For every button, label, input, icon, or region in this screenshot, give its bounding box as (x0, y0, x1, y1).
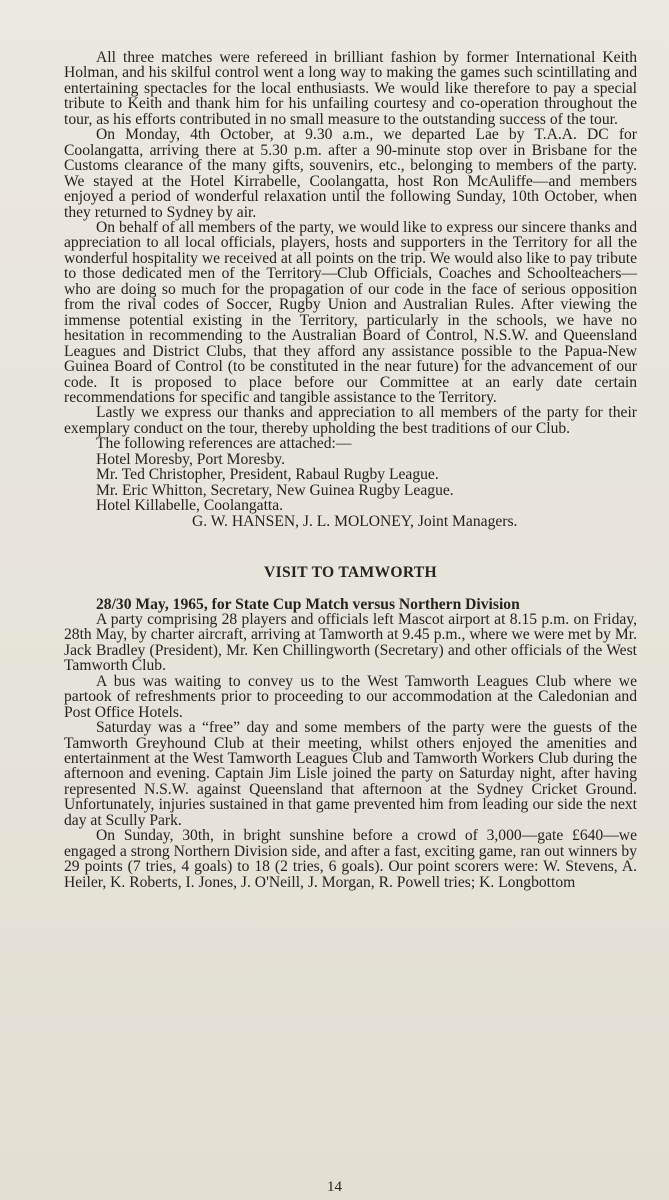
section-tamworth-visit (64, 565, 637, 890)
paragraph-conduct: Lastly we express our thanks and appreciation to all members of the party for their exemplary conduct on the tour, thereby upholding the best traditions of our Club. (64, 404, 637, 437)
paragraph-accommodation: A bus was waiting to convey us to the West Tamworth Leagues Club where we partook of refreshments prior to proceeding to our accommodation at the Caledonian and Post Office Hotels. (64, 672, 637, 721)
references-intro: The following references are attached:— (96, 435, 352, 453)
paragraph-referee-tribute: All three matches were refereed in brilliant fashion by former International Keith Holman, and his skilful control went a long way to making the games such scintillating and entertaining spectacles for the local enthusiasts. We would like therefore to pay a special tribute to Keith and thank him for his unfailing courtesy and co-operation throughout the tour, as his efforts contributed in no small measure to the outstanding success of the tour. (64, 49, 637, 128)
reference-item: Hotel Moresby, Port Moresby. (96, 450, 285, 468)
match-subheading-text: 28/30 May, 1965, for State Cup Match versus Northern Division (96, 595, 520, 613)
section-heading: VISIT TO TAMWORTH (264, 564, 437, 582)
paragraph-saturday: Saturday was a “free” day and some members of the party were the guests of the Tamworth Greyhound Club at their meeting, whilst others enjoyed the amenities and entertainment at the West Tamworth Leagues Club and Tamworth Workers Club during the afternoon and evening. Captain Jim Lisle joined the party on Saturday night, after having represented N.S.W. against Queensland that afternoon at the Sydney Cricket Ground. Unfortunately, injuries sustained in that game prevented him from leading our side the next day at Scully Park. (64, 719, 637, 829)
match-subheading (64, 597, 637, 612)
page-number: 14 (327, 1179, 342, 1195)
paragraph-arrival: A party comprising 28 players and officials left Mascot airport at 8.15 p.m. on Friday, 28th May, by charter aircraft, arriving at Tamworth at 9.45 p.m., where we were met by Mr. Jack Bradley (President), Mr. Ken Chillingworth (Secretary) and other officials of the West Tamworth Club. (64, 610, 637, 675)
paragraph-thanks: On behalf of all members of the party, we would like to express our sincere thanks and appreciation to all local officials, players, hosts and supporters in the Territory for all the wonderful hospitality we received at all points on the trip. We would also like to pay tribute to those dedicated men of the Territory—Club Officials, Coaches and Schoolteachers—who are doing so much for the propagation of our code in the face of serious opposition from the rival codes of Soccer, Rugby Union and Australian Rules. After viewing the immense potential existing in the Territory, particularly in the schools, we have no hesitation in recommending to the Australian Board of Control, N.S.W. and Queensland Leagues and District Clubs, that they afford any assistance possible to the Papua-New Guinea Board of Control (to be constituted in the near future) for the advancement of our code. It is proposed to place before our Committee at an early date certain recommendations for specific and tangible assistance to the Territory. (64, 218, 637, 406)
section-tour-report (64, 50, 637, 529)
paragraph-departure: On Monday, 4th October, at 9.30 a.m., we departed Lae by T.A.A. DC for Coolangatta, arriving there at 5.30 p.m. after a 90-minute stop over in Brisbane for the Customs clearance of the many gifts, souvenirs, etc., belonging to members of the party. We stayed at the Hotel Kirrabelle, Coolangatta, host Ron McAuliffe—and members enjoyed a period of wonderful relaxation until the following Sunday, 10th October, when they returned to Sydney by air. (64, 126, 637, 221)
reference-item: Hotel Killabelle, Coolangatta. (96, 497, 284, 515)
paragraph-match-result: On Sunday, 30th, in bright sunshine before a crowd of 3,000—gate £640—we engaged a strong Northern Division side, and after a fast, exciting game, ran out winners by 29 points (7 tries, 4 goals) to 18 (2 tries, 6 goals). Our point scorers were: W. Stevens, A. Heiler, K. Roberts, I. Jones, J. O'Neill, J. Morgan, R. Powell tries; K. Longbottom (64, 827, 637, 891)
reference-item: Mr. Ted Christopher, President, Rabaul Rugby League. (96, 466, 439, 484)
references-list (64, 436, 637, 513)
reference-item: Mr. Eric Whitton, Secretary, New Guinea Rugby League. (96, 481, 454, 499)
managers-signature: G. W. HANSEN, J. L. MOLONEY, Joint Managers. (192, 512, 518, 530)
